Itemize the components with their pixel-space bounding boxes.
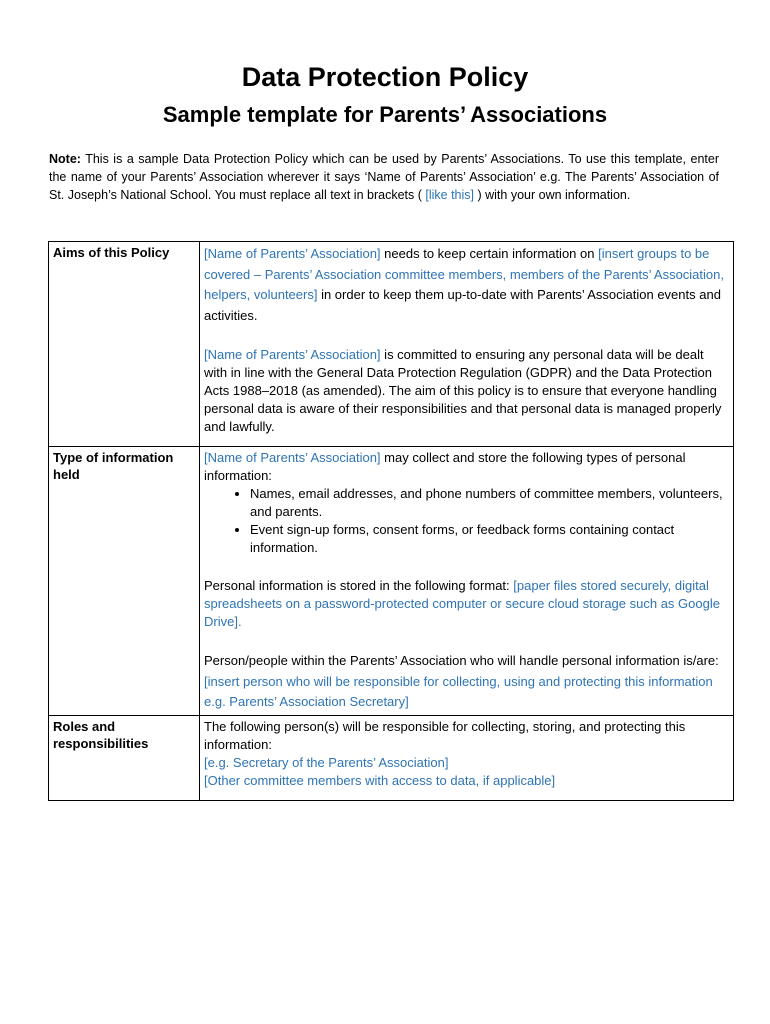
- type-label: Type of information held: [49, 447, 200, 716]
- type-format-placeholder: [paper files stored securely, digital spreadsheets on a password-protected computer or secure cloud storage such as Google Drive].: [204, 578, 720, 629]
- type-handler-placeholder: [insert person who will be responsible for collecting, using and protecting this information e.g. Parents’ Association Secretary]: [204, 673, 713, 709]
- note-paragraph: [49, 150, 719, 204]
- roles-line-1: [e.g. Secretary of the Parents’ Association]: [204, 754, 449, 770]
- table-row-roles: [49, 715, 734, 800]
- type-handler-text: Person/people within the Parents’ Association who will handle personal information is/are:: [204, 653, 719, 668]
- policy-table: [48, 241, 734, 801]
- page-subtitle: Sample template for Parents’ Associations: [162, 102, 608, 127]
- roles-line-2: [Other committee members with access to data, if applicable]: [204, 772, 556, 788]
- roles-content: [200, 715, 734, 800]
- aims-paragraph-1: [204, 244, 729, 326]
- roles-text: The following person(s) will be responsible for collecting, storing, and protecting this information:: [204, 718, 686, 752]
- aims-name-placeholder: [Name of Parents’ Association]: [204, 246, 381, 261]
- note-suffix: ) with your own information.: [474, 188, 631, 202]
- note-label: Note:: [49, 152, 81, 166]
- page-title: Data Protection Policy: [241, 62, 529, 92]
- aims-content: [200, 242, 734, 447]
- aims-name-placeholder-2: [Name of Parents’ Association]: [204, 347, 381, 362]
- aims-text-a: needs to keep certain information on: [380, 246, 599, 261]
- roles-label: Roles and responsibilities: [49, 715, 200, 800]
- type-list: [204, 485, 729, 557]
- note-example: [like this]: [425, 188, 475, 202]
- aims-text-b: in order to keep them up-to-date with Parents’ Association events and activities.: [204, 287, 721, 323]
- type-intro: [204, 449, 729, 485]
- aims-text-c: is committed to ensuring any personal data will be dealt with in line with the General Data Protection Regulation (GDPR) and the Data Protection Acts 1988–2018 (as amended). The aim of this policy is to ensure that everyone handling personal data is aware of their responsibilities and that personal data is managed properly and lawfully.: [204, 347, 722, 434]
- type-handler: [204, 651, 729, 713]
- table-row-type: [49, 447, 734, 716]
- type-format-text: Personal information is stored in the following format:: [204, 578, 514, 593]
- aims-label: Aims of this Policy: [49, 242, 200, 447]
- list-item: • Event sign-up forms, consent forms, or feedback forms containing contact information.: [250, 521, 729, 557]
- aims-groups-placeholder: [insert groups to be covered – Parents’ Association committee members, members of the Parents’ Association, helpers, volunteers]: [204, 246, 724, 302]
- type-intro-text: may collect and store the following types of personal information:: [204, 450, 686, 483]
- table-row-aims: [49, 242, 734, 447]
- list-item: • Names, email addresses, and phone numbers of committee members, volunteers, and parents.: [250, 485, 729, 521]
- type-content: [200, 447, 734, 716]
- aims-paragraph-2: [204, 346, 729, 436]
- note-text: This is a sample Data Protection Policy which can be used by Parents’ Associations. To use this template, enter the name of your Parents’ Association wherever it says ‘Name of Parents’ Association’ e.g. The Parents’ Association of St. Joseph’s National School. You must replace all text in brackets (: [49, 152, 719, 202]
- type-format: [204, 577, 729, 631]
- type-name-placeholder: [Name of Parents’ Association]: [204, 450, 381, 465]
